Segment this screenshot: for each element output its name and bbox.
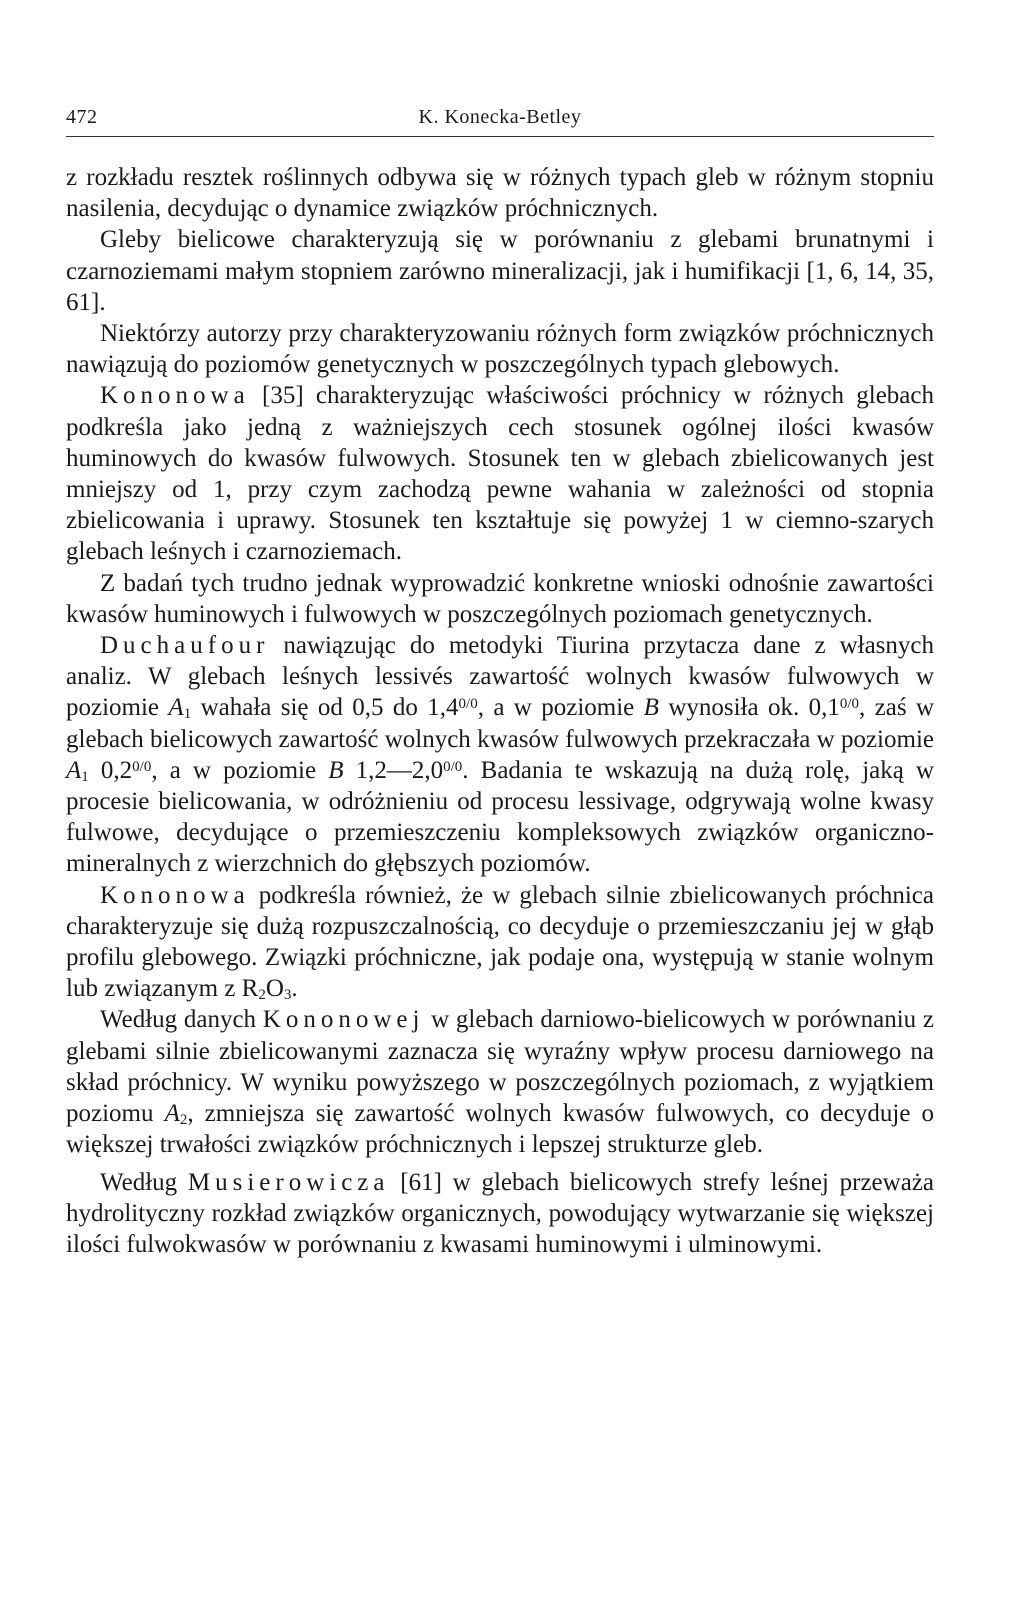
paragraph-5: Z badań tych trudno jednak wyprowadzić konkretne wnioski odnośnie zawartości kwasów huminowych i fulwowych w poszczególnych poziomach genetycznych. bbox=[66, 569, 934, 628]
paragraph-6: Duchaufour nawiązując do metodyki Tiurina przytacza dane z własnych analiz. W glebach leśnych lessivés zawartość wolnych kwasów fulwowych w poziomie $A_1$ wahała się od 0,5 do $1,4^{0/0}$, a w poziomie B wynosiła ok. $0,1^{0/0}$, zaś w glebach bielicowych zawartość wolnych kwasów fulwowych przekraczała w poziomie $A_1$ $0,2^{0/0}$, a w poziomie B $1,2—2,0^{0/0}$. Badania te wskazują na dużą rolę, jaką w procesie bielicowania, w odróżnieniu od procesu lessivage, odgrywają wolne kwasy fulwowe, decydujące o przemieszczeniu kompleksowych związków organiczno-mineralnych z wierzchnich do głębszych poziomów. bbox=[66, 632, 935, 878]
paragraph-7: Kononowa podkreśla również, że w glebach silnie zbielicowanych próchnica charakteryzuje się dużą rozpuszczalnością, co decyduje o przemieszczaniu jej w głąb profilu glebowego. Związki próchniczne, jak podaje ona, występują w stanie wolnym lub związanym z $R_2O_3$. bbox=[66, 881, 934, 1004]
page-number: 472 bbox=[66, 106, 98, 128]
author-name: Kononowa bbox=[100, 382, 250, 410]
body-text bbox=[66, 162, 934, 1260]
author-name: Musierowicza bbox=[187, 1168, 390, 1196]
paragraph-3: Niektórzy autorzy przy charakteryzowaniu różnych form związków próchnicznych nawiązują do poziomów genetycznych w poszczególnych typach glebowych. bbox=[66, 320, 934, 379]
paragraph-8: Według danych Kononowej w glebach darniowo-bielicowych w porównaniu z glebami silnie zbielicowanymi zaznacza się wyraźny wpływ procesu darniowego na skład próchnicy. W wyniku powyższego w poszczególnych poziomach, z wyjątkiem poziomu $A_2$, zmniejsza się zawartość wolnych kwasów fulwowych, co decyduje o większej trwałości związków próchnicznych i lepszej strukturze gleb. bbox=[66, 1006, 934, 1159]
author-name: Duchaufour bbox=[100, 632, 270, 660]
running-head: K. Konecka-Betley bbox=[418, 106, 582, 128]
author-name: Kononowa bbox=[100, 881, 250, 909]
header-rule bbox=[66, 136, 934, 137]
page-header bbox=[66, 104, 934, 134]
paragraph-9: Według Musierowicza [61] w glebach bielicowych strefy leśnej przeważa hydrolityczny rozkład związków organicznych, powodujący wytwarzanie się większej ilości fulwokwasów w porównaniu z kwasami huminowymi i ulminowymi. bbox=[66, 1168, 934, 1258]
paragraph-4: Kononowa [35] charakteryzując właściwości próchnicy w różnych glebach podkreśla jako jedną z ważniejszych cech stosunek ogólnej ilości kwasów huminowych do kwasów fulwowych. Stosunek ten w glebach zbielicowanych jest mniejszy od 1, przy czym zachodzą pewne wahania w zależności od stopnia zbielicowania i uprawy. Stosunek ten kształtuje się powyżej 1 w ciemno-szarych glebach leśnych i czarnoziemach. bbox=[66, 382, 934, 566]
paragraph-1: z rozkładu resztek roślinnych odbywa się w różnych typach gleb w różnym stopniu nasilenia, decydując o dynamice związków próchnicznych. bbox=[66, 164, 934, 223]
author-name: Kononowej bbox=[262, 1006, 425, 1034]
paragraph-2: Gleby bielicowe charakteryzują się w porównaniu z glebami brunatnymi i czarnoziemami małym stopniem zarówno mineralizacji, jak i humifikacji [1, 6, 14, 35, 61]. bbox=[66, 226, 934, 316]
